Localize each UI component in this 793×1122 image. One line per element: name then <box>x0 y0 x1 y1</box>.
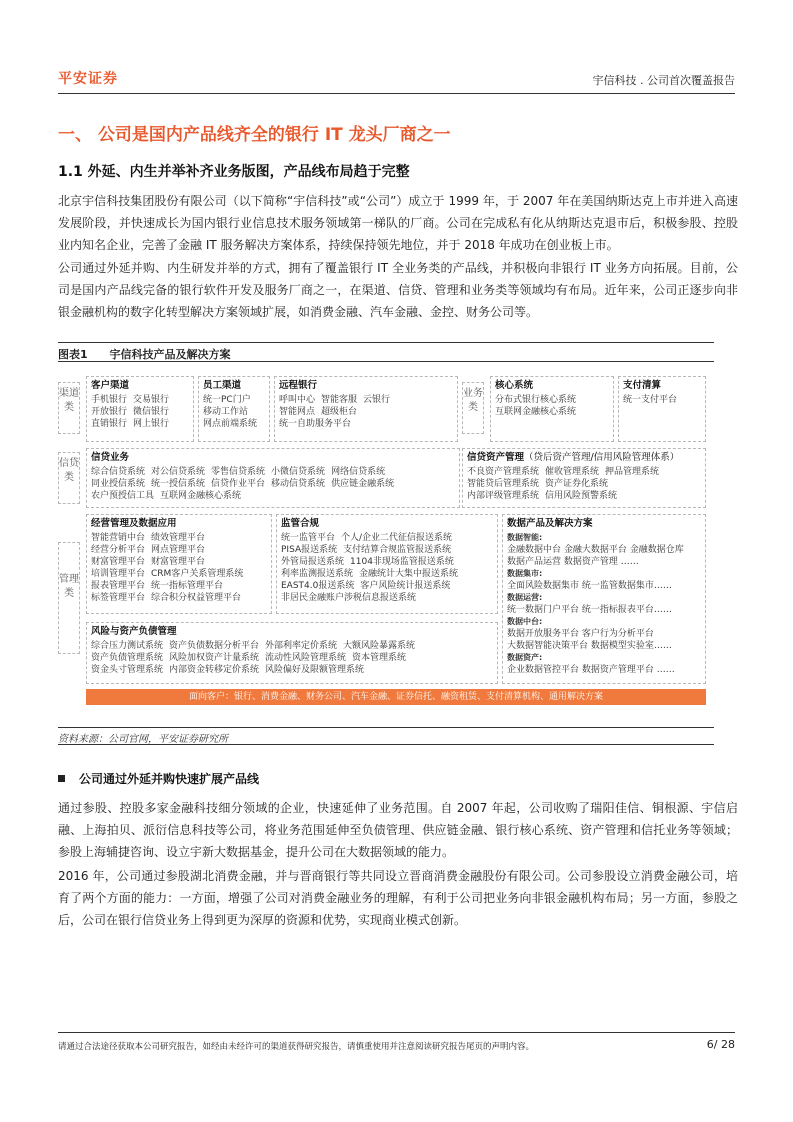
product-diagram <box>58 372 714 712</box>
side-label-credit: 信贷类 <box>58 452 80 504</box>
paragraph-consumer-finance: 2016 年，公司通过参股湖北消费金融，并与晋商银行等共同设立晋商消费金融股份有限公司。公司参股设立消费金融公司，培育了两个方面的能力：一方面，增强了公司对消费金融业务的理解，有利于公司把业务向非银金融机构布局；另一方面，参股之后，公司在银行信贷业务上得到更为深厚的资源和优势，实现商业模式创新。 <box>58 869 738 927</box>
header-divider <box>58 93 735 94</box>
figure-label: 图表1 <box>58 348 88 361</box>
box-title: 监管合规 <box>281 518 320 529</box>
box-credit-business: 信贷业务 综合信贷系统 对公信贷系统 零售信贷系统 小微信贷系统 网络信贷系统 同业授信系统 统一授信系统 信贷作业平台 移动信贷系统 供应链金融系统 农户预授信工具 互联网金融核心系统 <box>86 448 460 508</box>
box-title: 远程银行 <box>279 380 318 391</box>
box-customer-channel: 客户渠道 手机银行 交易银行 开放银行 微信银行 直销银行 网上银行 <box>86 376 194 442</box>
section-title: 一、 公司是国内产品线齐全的银行 IT 龙头厂商之一 <box>58 125 451 145</box>
box-remote-bank: 远程银行 呼叫中心 智能客服 云银行 智能网点 超级柜台 统一自助服务平台 <box>274 376 458 442</box>
box-title: 风险与资产负债管理 <box>91 626 177 637</box>
box-title: 核心系统 <box>495 380 534 391</box>
box-title: 支付清算 <box>623 380 662 391</box>
figure-title: 宇信科技产品及解决方案 <box>109 348 231 361</box>
box-operations: 经营管理及数据应用 智能营销中台 绩效管理平台 经营分析平台 网点管理平台 财富管理平台 财富管理平台 培训管理平台 CRM客户关系管理系统 报表管理平台 统一指标管理平台 标签管理平台 综合积分权益管理平台 <box>86 514 272 614</box>
figure-header <box>58 342 714 362</box>
box-title: 信贷资产管理（贷后资产管理/信用风险管理体系） <box>467 452 680 463</box>
box-credit-asset: 信贷资产管理（贷后资产管理/信用风险管理体系） 不良资产管理系统 催收管理系统 押品管理系统 智能贷后管理系统 资产证券化系统 内部评级管理系统 信用风险预警系统 <box>462 448 706 508</box>
footer-divider <box>58 1032 735 1033</box>
company-logo: 平安证券 <box>58 71 118 87</box>
figure-source: 资料来源：公司官网，平安证券研究所 <box>58 727 714 745</box>
report-title: 宇信科技 . 公司首次覆盖报告 <box>592 74 735 87</box>
subsection-title: 1.1 外延、内生并举补齐业务版图，产品线布局趋于完整 <box>58 164 410 180</box>
footer-disclaimer: 请通过合法途径获取本公司研究报告，如经由未经许可的渠道获得研究报告，请慎重使用并注意阅读研究报告尾页的声明内容。 <box>58 1042 535 1052</box>
bullet-square-icon <box>58 775 65 782</box>
side-label-management: 管理类 <box>58 542 80 654</box>
box-title: 员工渠道 <box>203 380 242 391</box>
side-label-business: 业务类 <box>462 382 484 434</box>
page-number: 6/ 28 <box>706 1038 735 1051</box>
box-title: 信贷业务 <box>91 452 130 463</box>
box-title: 数据产品及解决方案 <box>507 518 593 529</box>
box-title: 经营管理及数据应用 <box>91 518 177 529</box>
box-regulatory: 监管合规 统一监管平台 个人/企业二代征信报送系统 PISA报送系统 支付结算合规监管报送系统 外管局报送系统 1104非现场监管报送系统 利率监测报送系统 金融统计大集中报送系统 EAST4.0报送系统 客户风险统计报送系统 非居民金融账户涉税信息报送系统 <box>276 514 498 614</box>
bullet-heading: 公司通过外延并购快速扩展产品线 <box>58 770 259 787</box>
paragraph-acquisitions: 通过参股、控股多家金融科技细分领域的企业，快速延伸了业务范围。自 2007 年起，公司收购了瑞阳佳信、铜根源、宇信启融、上海拍贝、派衍信息科技等公司，将业务范围延伸至负债管理、供应链金融、银行核心系统、资产管理和信托业务等领域；参股上海辅捷咨询、设立宇新大数据基金，提升公司在大数据领域的能力。 <box>58 801 738 859</box>
box-payment: 支付清算 统一支付平台 <box>618 376 706 442</box>
box-title: 客户渠道 <box>91 380 130 391</box>
box-core-system: 核心系统 分布式银行核心系统 互联网金融核心系统 <box>490 376 614 442</box>
side-label-channel: 渠道类 <box>58 382 80 434</box>
paragraph-product-line: 公司通过外延并购、内生研发并举的方式，拥有了覆盖银行 IT 全业务类的产品线，并积极向非银行 IT 业务方向拓展。目前，公司是国内产品线完备的银行软件开发及服务厂商之一，在渠道、信贷、管理和业务类等领域均有布局。近年来，公司正逐步向非银金融机构的数字化转型解决方案领域扩展，如消费金融、汽车金融、金控、财务公司等。 <box>58 261 738 319</box>
box-data-products: 数据产品及解决方案 数据智能: 金融数据中台 金融大数据平台 金融数据仓库 数据产品运营 数据资产管理 …… 数据集市: 全面风险数据集市 统一监管数据集市…… 数据运营: 统一数据门户平台 统一指标报表平台…… 数据中台: 数据开放服务平台 客户行为分析平台 大数据智能决策平台 数据模型实验室…… 数据资产: 企业数据管控平台 数据资产管理平台 …… <box>502 514 706 684</box>
customer-bar: 面向客户：银行、消费金融、财务公司、汽车金融、证券信托、融资租赁、支付清算机构、通用解决方案 <box>86 689 706 705</box>
paragraph-intro: 北京宇信科技集团股份有限公司（以下简称“宇信科技”或“公司”）成立于 1999 年，于 2007 年在美国纳斯达克上市并进入高速发展阶段，并快速成长为国内银行业信息技术服务领域第一梯队的厂商。公司在完成私有化从纳斯达克退市后，积极参股、控股业内知名企业，完善了金融 IT 服务解决方案体系，持续保持领先地位，并于 2018 年成功在创业板上市。 <box>58 194 738 252</box>
box-risk-management: 风险与资产负债管理 综合压力测试系统 资产负债数据分析平台 外部利率定价系统 大额风险暴露系统 资产负债管理系统 风险加权资产计量系统 流动性风险管理系统 资本管理系统 资金头寸管理系统 内部资金转移定价系统 风险偏好及限额管理系统 <box>86 622 498 684</box>
box-staff-channel: 员工渠道 统一PC门户 移动工作站 网点前端系统 <box>198 376 270 442</box>
